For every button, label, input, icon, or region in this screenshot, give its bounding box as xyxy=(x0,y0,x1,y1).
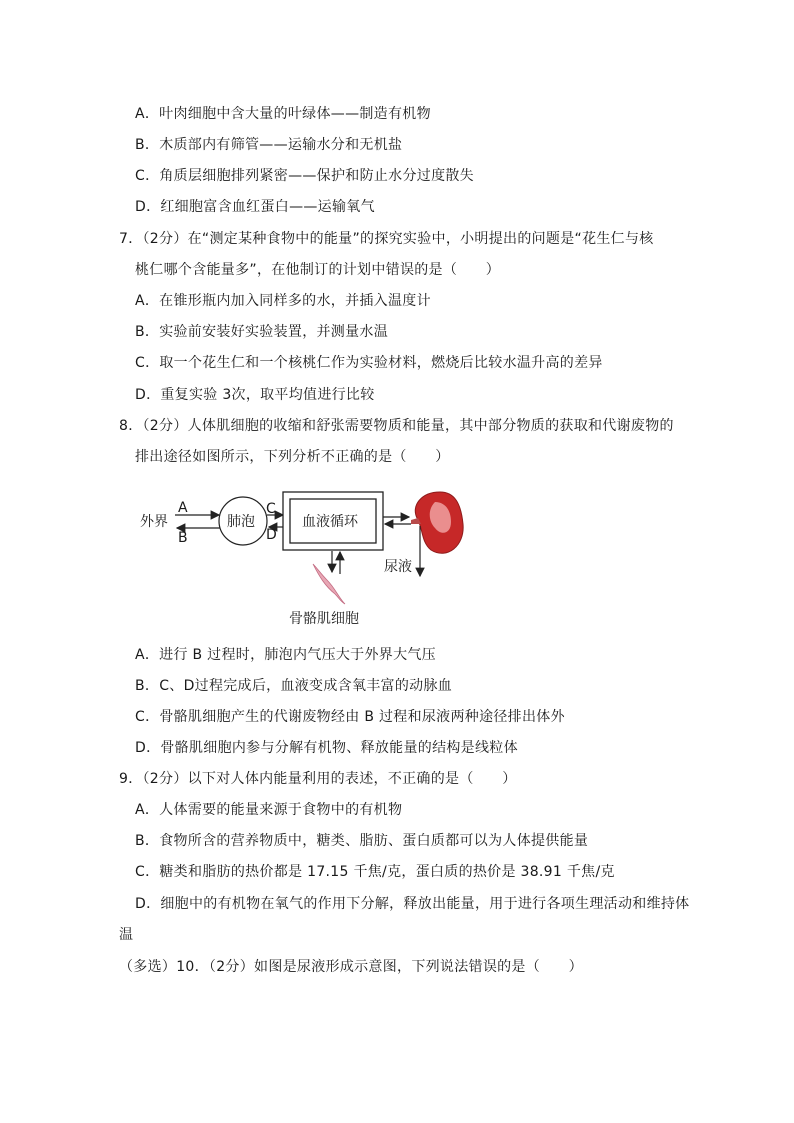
q6-option-a: A．叶肉细胞中含大量的叶绿体——制造有机物 xyxy=(135,106,431,122)
q9-stem: 9．（2分）以下对人体内能量利用的表述，不正确的是（ ） xyxy=(119,771,517,787)
label-muscle: 骨骼肌细胞 xyxy=(289,611,359,627)
q9-option-d-cont: 温 xyxy=(119,927,134,943)
q7-stem-line2: 桃仁哪个含能量多”，在他制订的计划中错误的是（ ） xyxy=(135,262,501,278)
q9-option-b: B．食物所含的营养物质中，糖类、脂肪、蛋白质都可以为人体提供能量 xyxy=(135,833,589,849)
label-circulation: 血液循环 xyxy=(302,514,358,530)
label-b: B xyxy=(178,530,188,546)
q8-option-a: A．进行 B 过程时，肺泡内气压大于外界大气压 xyxy=(135,647,436,663)
q8-option-d: D．骨骼肌细胞内参与分解有机物、释放能量的结构是线粒体 xyxy=(135,740,518,756)
q9-option-c: C．糖类和脂肪的热价都是 17.15 千焦/克，蛋白质的热价是 38.91 千焦/克 xyxy=(135,864,615,880)
q8-option-b: B．C、D过程完成后，血液变成含氧丰富的动脉血 xyxy=(135,678,453,694)
label-a: A xyxy=(178,500,188,516)
q8-option-c: C．骨骼肌细胞产生的代谢废物经由 B 过程和尿液两种途径排出体外 xyxy=(135,709,565,725)
q6-option-d: D．红细胞富含血红蛋白——运输氧气 xyxy=(135,199,375,215)
q7-option-b: B．实验前安装好实验装置，并测量水温 xyxy=(135,324,389,340)
label-urine: 尿液 xyxy=(384,559,412,575)
q7-option-d: D．重复实验 3次，取平均值进行比较 xyxy=(135,387,375,403)
q9-option-d: D．细胞中的有机物在氧气的作用下分解，释放出能量，用于进行各项生理活动和维持体 xyxy=(135,896,690,912)
q8-diagram xyxy=(135,484,495,634)
q7-stem-line1: 7．（2分）在“测定某种食物中的能量”的探究实验中，小明提出的问题是“花生仁与核 xyxy=(119,231,654,247)
kidney-icon xyxy=(411,492,463,553)
q9-option-a: A．人体需要的能量来源于食物中的有机物 xyxy=(135,802,403,818)
q7-option-a: A．在锥形瓶内加入同样多的水，并插入温度计 xyxy=(135,293,431,309)
label-alveoli: 肺泡 xyxy=(227,514,255,530)
q6-option-b: B．木质部内有筛管——运输水分和无机盐 xyxy=(135,137,403,153)
q6-option-c: C．角质层细胞排列紧密——保护和防止水分过度散失 xyxy=(135,168,474,184)
q8-stem-line1: 8．（2分）人体肌细胞的收缩和舒张需要物质和能量，其中部分物质的获取和代谢废物的 xyxy=(119,418,674,434)
q8-stem-line2: 排出途径如图所示，下列分析不正确的是（ ） xyxy=(135,449,450,465)
q10-stem: （多选）10．（2分）如图是尿液形成示意图，下列说法错误的是（ ） xyxy=(119,959,583,975)
label-outside: 外界 xyxy=(140,514,168,530)
q7-option-c: C．取一个花生仁和一个核桃仁作为实验材料，燃烧后比较水温升高的差异 xyxy=(135,355,603,371)
label-c: C xyxy=(266,501,276,517)
label-d: D xyxy=(266,527,277,543)
